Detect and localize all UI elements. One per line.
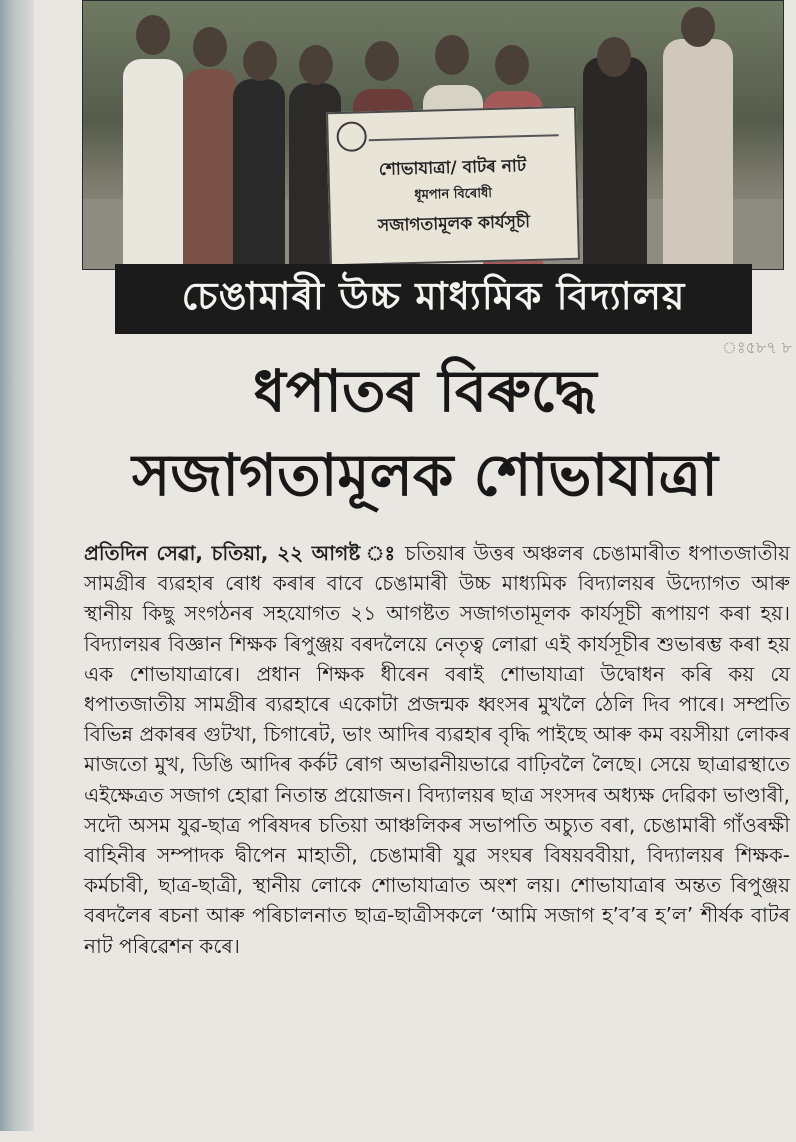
banner-line-3: সজাগতামূলক কাৰ্যসূচী [377, 212, 531, 236]
banner-line-2: ধূমপান বিৰোধী [414, 185, 493, 204]
photo-banner [326, 106, 580, 266]
page-edge-shadow [0, 0, 34, 1131]
next-article-headline-cut [92, 1102, 782, 1142]
school-name-bar: চেঙামাৰী উচ্চ মাধ্যমিক বিদ্যালয় [115, 264, 752, 334]
school-emblem-icon [336, 121, 367, 152]
headline-line-1: ধপাতৰ বিৰুদ্ধে [253, 357, 597, 425]
headline-line-2: সজাগতামূলক শোভাযাত্ৰা [132, 441, 718, 509]
article-dateline: প্ৰতিদিন সেৱা, চতিয়া, ২২ আগষ্ট ঃ [84, 541, 397, 565]
banner-line-1: শোভাযাত্ৰা/ বাটৰ নাট [378, 156, 527, 180]
faint-number: ঃ৫৮৭ ৮ [722, 338, 793, 357]
article-body [84, 538, 790, 961]
article-text: চতিয়াৰ উত্তৰ অঞ্চলৰ চেঙামাৰীত ধপাতজাতীয় সামগ্ৰীৰ ব্যৱহাৰ ৰোধ কৰাৰ বাবে চেঙামাৰী উচ্চ মাধ্যমিক বিদ্যালয়ৰ উদ্যোগত আৰু স্থানীয় কিছু সংগঠনৰ সহযোগত ২১ আগষ্টত সজাগতামূলক কাৰ্যসূচী ৰূপায়ণ কৰা হয়। বিদ্যালয়ৰ বিজ্ঞান শিক্ষক ৰিপুঞ্জয় বৰদলৈয়ে নেতৃত্ব লোৱা এই কাৰ্যসূচীৰ শুভাৰম্ভ কৰা হয় এক শোভাযাত্ৰাৰে। প্ৰধান শিক্ষক ধীৰেন বৰাই শোভাযাত্ৰা উদ্বোধন কৰি কয় যে ধপাতজাতীয় সামগ্ৰীৰ ব্যৱহাৰে একোটা প্ৰজন্মক ধ্বংসৰ মুখলৈ ঠেলি দিব পাৰে। সম্প্ৰতি বিভিন্ন প্ৰকাৰৰ গুটখা, চিগাৰেট, ভাং আদিৰ ব্যৱহাৰ বৃদ্ধি পাইছে আৰু কম বয়সীয়া লোকৰ মাজতো মুখ, ডিঙি আদিৰ কৰ্কট ৰোগ অভাৱনীয়ভাৱে বাঢ়িবলৈ লৈছে। সেয়ে ছাত্ৰাৱস্থাতে এইক্ষেত্ৰত সজাগ হোৱা নিতান্ত প্ৰয়োজন। বিদ্যালয়ৰ ছাত্ৰ সংসদৰ অধ্যক্ষ দেৱিকা ভাণ্ডাৰী, সদৌ অসম যুৱ-ছাত্ৰ পৰিষদৰ চতিয়া আঞ্চলিকৰ সভাপতি অচ্যুত বৰা, চেঙামাৰী গাঁওৰক্ষী বাহিনীৰ সম্পাদক দ্বীপেন মাহাতী, চেঙামাৰী যুৱ সংঘৰ বিষয়ববীয়া, বিদ্যালয়ৰ শিক্ষক-কৰ্মচাৰী, ছাত্ৰ-ছাত্ৰী, স্থানীয় লোকে শোভাযাত্ৰাত অংশ লয়। শোভাযাত্ৰাৰ অন্তত ৰিপুঞ্জয় বৰদলৈৰ ৰচনা আৰু পৰিচালনাত ছাত্ৰ-ছাত্ৰীসকলে ‘আমি সজাগ হ’ব’ৰ হ’ল’ শীৰ্ষক বাটৰ নাট পৰিৱেশন কৰে। [84, 541, 790, 958]
bleed-through-text [220, 340, 780, 354]
news-photo [82, 0, 784, 270]
